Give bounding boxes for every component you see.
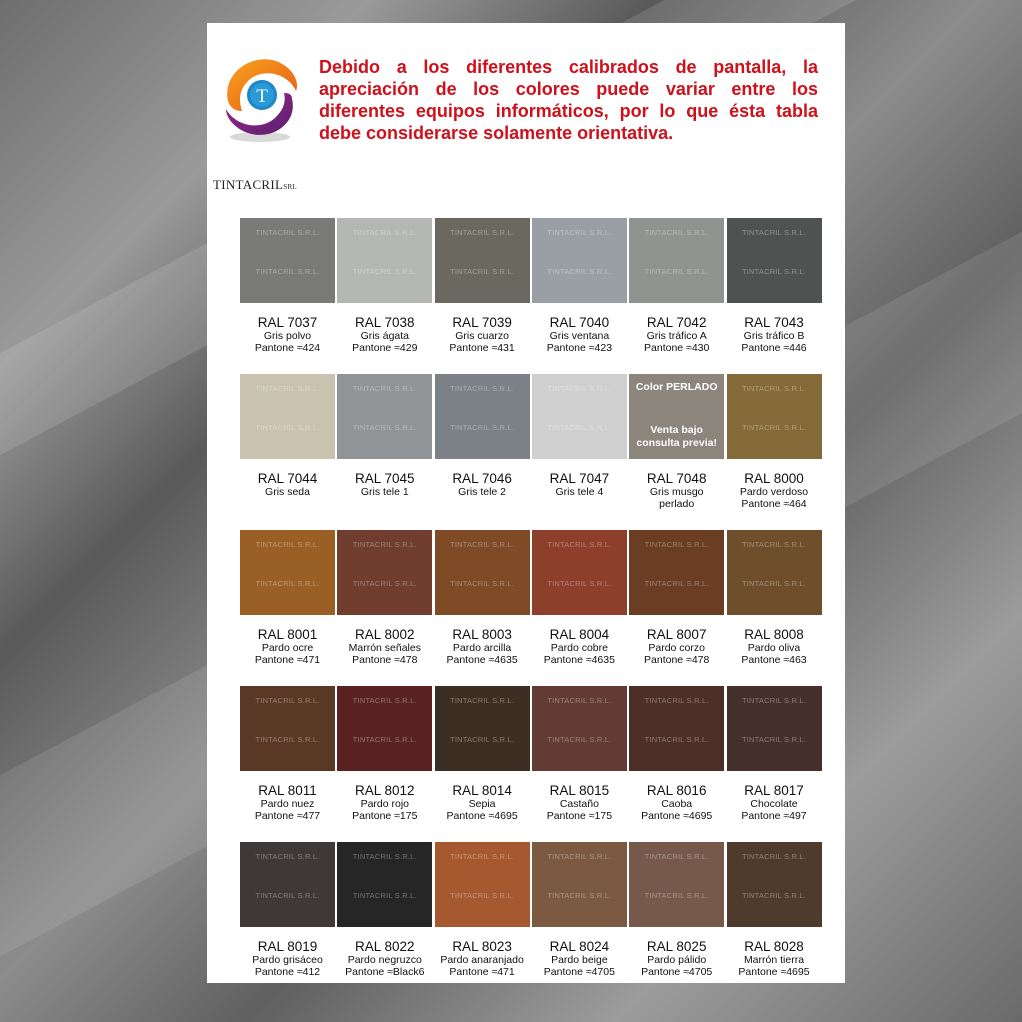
- color-swatch-card: [727, 686, 822, 822]
- watermark-text: TINTACRIL S.R.L.: [450, 579, 515, 588]
- watermark-text: TINTACRIL S.R.L.: [255, 267, 320, 276]
- color-swatch: [727, 218, 822, 303]
- color-name-text: Marrón tierra: [743, 954, 805, 966]
- color-name: [232, 954, 343, 978]
- ral-code: RAL 7045: [355, 471, 415, 486]
- color-swatch: [532, 686, 627, 771]
- color-swatch-card: [727, 374, 822, 510]
- watermark-text: TINTACRIL S.R.L.: [644, 267, 709, 276]
- color-swatch-card: [240, 686, 335, 822]
- color-name-text: Gris cuarzo: [455, 330, 509, 342]
- ral-code: RAL 8022: [355, 939, 415, 954]
- pantone-equivalent: Pantone ≈4635: [543, 654, 615, 666]
- watermark-text: TINTACRIL S.R.L.: [547, 423, 612, 432]
- watermark-text: TINTACRIL S.R.L.: [255, 423, 320, 432]
- color-swatch-card: [240, 842, 335, 978]
- watermark-text: TINTACRIL S.R.L.: [255, 735, 320, 744]
- ral-code: RAL 8011: [258, 783, 317, 798]
- watermark-text: TINTACRIL S.R.L.: [644, 540, 709, 549]
- color-swatch: [727, 686, 822, 771]
- watermark-text: TINTACRIL S.R.L.: [741, 852, 807, 861]
- watermark-text: TINTACRIL S.R.L.: [255, 384, 320, 393]
- watermark-text: TINTACRIL S.R.L.: [255, 228, 320, 237]
- watermark-text: TINTACRIL S.R.L.: [741, 735, 807, 744]
- watermark-text: TINTACRIL S.R.L.: [741, 267, 807, 276]
- watermark-text: TINTACRIL S.R.L.: [547, 384, 612, 393]
- color-swatch: [337, 686, 432, 771]
- color-swatch: [629, 842, 724, 927]
- pantone-equivalent: Pantone ≈464: [741, 498, 807, 510]
- ral-code: RAL 8002: [355, 627, 415, 642]
- watermark-text: TINTACRIL S.R.L.: [547, 540, 612, 549]
- watermark-text: TINTACRIL S.R.L.: [255, 891, 320, 900]
- color-name: [329, 486, 440, 498]
- color-swatch-card: [435, 686, 530, 822]
- pantone-equivalent: Pantone ≈431: [449, 342, 515, 354]
- color-swatch: [337, 218, 432, 303]
- ral-code: RAL 7039: [452, 315, 512, 330]
- color-name: [621, 798, 732, 822]
- pantone-equivalent: Pantone ≈463: [741, 654, 807, 666]
- watermark-text: TINTACRIL S.R.L.: [352, 891, 417, 900]
- watermark-text: TINTACRIL S.R.L.: [352, 579, 417, 588]
- color-swatch-card: [435, 374, 530, 498]
- color-name-text: Pardo ocre: [261, 642, 314, 654]
- color-swatch-card: [629, 530, 724, 666]
- pantone-equivalent: Pantone ≈4635: [446, 654, 518, 666]
- watermark-text: TINTACRIL S.R.L.: [352, 384, 417, 393]
- watermark-text: TINTACRIL S.R.L.: [741, 228, 807, 237]
- color-name-text: Pardo pálido: [647, 954, 707, 966]
- color-name: [232, 486, 343, 498]
- watermark-text: TINTACRIL S.R.L.: [741, 579, 807, 588]
- color-name: [524, 330, 635, 354]
- color-swatch-card: [629, 842, 724, 978]
- watermark-text: TINTACRIL S.R.L.: [644, 735, 709, 744]
- pantone-equivalent: Pantone ≈4695: [446, 810, 518, 822]
- color-swatch: [435, 842, 530, 927]
- color-swatch: [240, 530, 335, 615]
- color-swatch: [727, 530, 822, 615]
- pantone-equivalent: Pantone ≈175: [352, 810, 418, 822]
- watermark-text: TINTACRIL S.R.L.: [450, 384, 515, 393]
- pantone-equivalent: Pantone ≈471: [449, 966, 515, 978]
- color-swatch: [532, 530, 627, 615]
- watermark-text: TINTACRIL S.R.L.: [547, 735, 612, 744]
- color-name: [719, 798, 830, 822]
- watermark-text: TINTACRIL S.R.L.: [255, 852, 320, 861]
- color-name: [719, 330, 830, 354]
- color-name: [329, 642, 440, 666]
- color-name: [232, 642, 343, 666]
- pantone-equivalent: Pantone ≈4695: [641, 810, 713, 822]
- ral-code: RAL 7047: [549, 471, 610, 486]
- watermark-text: TINTACRIL S.R.L.: [644, 891, 709, 900]
- svg-text:T: T: [256, 86, 268, 107]
- color-swatch-card: [435, 218, 530, 354]
- ral-code: RAL 8023: [452, 939, 512, 954]
- color-name-text: Pardo verdoso: [739, 486, 809, 498]
- watermark-text: TINTACRIL S.R.L.: [547, 228, 612, 237]
- color-swatch-card: [532, 686, 627, 822]
- color-swatch-card: [337, 842, 432, 978]
- color-swatch: [337, 374, 432, 459]
- color-swatch-card: [240, 530, 335, 666]
- color-name-text: Pardo oliva: [747, 642, 801, 654]
- watermark-text: TINTACRIL S.R.L.: [352, 540, 417, 549]
- color-swatch-card: [337, 374, 432, 498]
- ral-code: RAL 7040: [549, 315, 610, 330]
- color-swatch: [435, 530, 530, 615]
- pearl-note: Color PERLADO: [635, 381, 718, 393]
- consult-note: Venta bajo consulta previa!: [636, 424, 717, 449]
- watermark-text: TINTACRIL S.R.L.: [450, 891, 515, 900]
- color-name-text: Pardo arcilla: [452, 642, 512, 654]
- color-name-text: Pardo nuez: [260, 798, 315, 810]
- ral-code: RAL 8016: [646, 783, 707, 798]
- color-swatch-card: [629, 686, 724, 822]
- ral-code: RAL 8012: [355, 783, 415, 798]
- watermark-text: TINTACRIL S.R.L.: [352, 735, 417, 744]
- pantone-equivalent: Pantone ≈4695: [738, 966, 810, 978]
- ral-code: RAL 8024: [549, 939, 610, 954]
- pantone-equivalent: Pantone ≈497: [741, 810, 807, 822]
- color-name-text: Pardo cobre: [550, 642, 608, 654]
- ral-code: RAL 7042: [646, 315, 707, 330]
- watermark-text: TINTACRIL S.R.L.: [352, 228, 417, 237]
- ral-code: RAL 8019: [257, 939, 318, 954]
- color-name: [329, 330, 440, 354]
- watermark-text: TINTACRIL S.R.L.: [352, 267, 417, 276]
- color-name-text: Castaño: [559, 798, 599, 810]
- watermark-text: TINTACRIL S.R.L.: [450, 696, 515, 705]
- color-swatch: [532, 842, 627, 927]
- color-swatch-card: [532, 218, 627, 354]
- color-swatch: [727, 842, 822, 927]
- ral-code: RAL 7044: [257, 471, 318, 486]
- color-swatch-card: [727, 842, 822, 978]
- watermark-text: TINTACRIL S.R.L.: [450, 228, 515, 237]
- color-swatch-card: [337, 686, 432, 822]
- pantone-equivalent: Pantone ≈477: [254, 810, 321, 822]
- color-swatch-card: [727, 530, 822, 666]
- ral-code: RAL 8008: [744, 627, 804, 642]
- watermark-text: TINTACRIL S.R.L.: [547, 267, 612, 276]
- watermark-text: TINTACRIL S.R.L.: [547, 891, 612, 900]
- color-name-text: Pardo rojo: [360, 798, 410, 810]
- color-name-text: Gris seda: [265, 486, 310, 498]
- color-name: [427, 954, 538, 978]
- color-swatch: [532, 218, 627, 303]
- ral-code: RAL 8014: [452, 783, 512, 798]
- pantone-equivalent: Pantone ≈478: [352, 654, 418, 666]
- watermark-text: TINTACRIL S.R.L.: [547, 579, 612, 588]
- color-swatch-card: [532, 374, 627, 498]
- color-name: [329, 954, 440, 978]
- watermark-text: TINTACRIL S.R.L.: [547, 696, 612, 705]
- color-swatch: [240, 374, 335, 459]
- watermark-text: TINTACRIL S.R.L.: [450, 540, 515, 549]
- color-name: [621, 330, 732, 354]
- color-name-text: Pardo negruzco: [347, 954, 422, 966]
- color-swatch-card: [629, 218, 724, 354]
- color-name-text: Pardo corzo: [648, 642, 705, 654]
- pantone-equivalent: Pantone ≈4705: [641, 966, 713, 978]
- ral-code: RAL 8028: [744, 939, 804, 954]
- color-swatch-card: [337, 530, 432, 666]
- watermark-text: TINTACRIL S.R.L.: [741, 696, 807, 705]
- color-swatch: [240, 842, 335, 927]
- watermark-text: TINTACRIL S.R.L.: [255, 540, 320, 549]
- color-swatch-card: [435, 530, 530, 666]
- color-name-text: Sepia: [468, 798, 496, 810]
- color-swatch-card: [435, 842, 530, 978]
- color-name-text: Pardo anaranjado: [440, 954, 524, 966]
- watermark-text: TINTACRIL S.R.L.: [741, 891, 807, 900]
- watermark-text: TINTACRIL S.R.L.: [352, 852, 417, 861]
- brand-name: TINTACRILSRL: [213, 177, 298, 192]
- color-name: [427, 642, 538, 666]
- watermark-text: TINTACRIL S.R.L.: [547, 852, 612, 861]
- watermark-text: TINTACRIL S.R.L.: [644, 852, 709, 861]
- ral-code: RAL 7046: [452, 471, 512, 486]
- pantone-equivalent: Pantone ≈423: [546, 342, 613, 354]
- color-swatch: [337, 842, 432, 927]
- color-name-text: Chocolate: [750, 798, 798, 810]
- color-name: [621, 642, 732, 666]
- color-chart-sheet: [207, 23, 845, 983]
- color-swatch: [435, 374, 530, 459]
- brand-logo: [213, 53, 309, 191]
- color-swatch-card: [727, 218, 822, 354]
- watermark-text: TINTACRIL S.R.L.: [450, 852, 515, 861]
- color-name: [719, 642, 830, 666]
- ral-code: RAL 7037: [257, 315, 318, 330]
- color-name-text: Gris musgo perlado: [649, 486, 704, 510]
- color-swatch: [629, 686, 724, 771]
- watermark-text: TINTACRIL S.R.L.: [352, 423, 417, 432]
- watermark-text: TINTACRIL S.R.L.: [741, 384, 807, 393]
- pantone-equivalent: Pantone ≈175: [546, 810, 613, 822]
- ral-code: RAL 7048: [646, 471, 707, 486]
- color-name-text: Gris tráfico A: [646, 330, 707, 342]
- color-name-text: Gris ventana: [549, 330, 610, 342]
- color-name: [524, 642, 635, 666]
- color-name: [427, 486, 538, 498]
- color-name-text: Marrón señales: [348, 642, 421, 654]
- color-name: [719, 954, 830, 978]
- color-name: [427, 330, 538, 354]
- watermark-text: TINTACRIL S.R.L.: [255, 579, 320, 588]
- color-swatch-card: [532, 530, 627, 666]
- color-name: [427, 798, 538, 822]
- color-name-text: Gris tele 4: [555, 486, 604, 498]
- color-swatch-card: [532, 842, 627, 978]
- color-swatch: [435, 218, 530, 303]
- ral-code: RAL 8015: [549, 783, 610, 798]
- calibration-notice: Debido a los diferentes calibrados de pantalla, la apreciación de los colores puede variar entre los diferentes equipos informáticos, por lo que ésta tabla debe considerarse solamente orientativa.: [319, 57, 818, 143]
- pantone-equivalent: Pantone ≈446: [741, 342, 807, 354]
- color-name-text: Gris polvo: [263, 330, 312, 342]
- watermark-text: TINTACRIL S.R.L.: [644, 696, 709, 705]
- color-swatch-card: [240, 374, 335, 498]
- ral-code: RAL 8017: [744, 783, 804, 798]
- watermark-text: TINTACRIL S.R.L.: [450, 267, 515, 276]
- color-swatch: [629, 218, 724, 303]
- color-name: [524, 798, 635, 822]
- color-swatch: [337, 530, 432, 615]
- color-name-text: Gris tráfico B: [743, 330, 805, 342]
- color-name-text: Gris tele 2: [458, 486, 507, 498]
- ral-code: RAL 8004: [549, 627, 610, 642]
- color-name: [524, 486, 635, 498]
- color-swatch: [629, 374, 724, 459]
- color-name: [719, 486, 830, 510]
- ral-code: RAL 8001: [257, 627, 318, 642]
- color-name-text: Caoba: [661, 798, 693, 810]
- tintacril-logo-icon: [218, 53, 302, 145]
- watermark-text: TINTACRIL S.R.L.: [352, 696, 417, 705]
- color-swatch: [240, 686, 335, 771]
- watermark-text: TINTACRIL S.R.L.: [741, 423, 807, 432]
- watermark-text: TINTACRIL S.R.L.: [255, 696, 320, 705]
- color-name: [621, 954, 732, 978]
- watermark-text: TINTACRIL S.R.L.: [741, 540, 807, 549]
- color-name-text: Gris tele 1: [360, 486, 409, 498]
- pantone-equivalent: Pantone ≈412: [254, 966, 321, 978]
- color-swatch: [532, 374, 627, 459]
- color-swatch: [629, 530, 724, 615]
- watermark-text: TINTACRIL S.R.L.: [450, 423, 515, 432]
- color-name-text: Gris ágata: [360, 330, 410, 342]
- watermark-text: TINTACRIL S.R.L.: [450, 735, 515, 744]
- color-swatch-card: [337, 218, 432, 354]
- color-name: [232, 798, 343, 822]
- color-name: [621, 486, 732, 510]
- color-name-text: Pardo grisáceo: [252, 954, 323, 966]
- pantone-equivalent: Pantone ≈478: [644, 654, 710, 666]
- ral-code: RAL 8025: [646, 939, 707, 954]
- ral-code: RAL 7038: [355, 315, 415, 330]
- color-swatch-card: [240, 218, 335, 354]
- color-name: [232, 330, 343, 354]
- color-swatch: [727, 374, 822, 459]
- pantone-equivalent: Pantone ≈424: [254, 342, 321, 354]
- pantone-equivalent: Pantone ≈Black6: [345, 966, 425, 978]
- pantone-equivalent: Pantone ≈430: [644, 342, 710, 354]
- color-swatch: [435, 686, 530, 771]
- ral-code: RAL 8003: [452, 627, 512, 642]
- color-name: [524, 954, 635, 978]
- watermark-text: TINTACRIL S.R.L.: [644, 579, 709, 588]
- pantone-equivalent: Pantone ≈4705: [543, 966, 615, 978]
- color-swatch: [240, 218, 335, 303]
- color-swatch-card: [629, 374, 724, 510]
- color-name-text: Pardo beige: [551, 954, 608, 966]
- ral-code: RAL 7043: [744, 315, 804, 330]
- pantone-equivalent: Pantone ≈471: [254, 654, 321, 666]
- ral-code: RAL 8007: [646, 627, 707, 642]
- watermark-text: TINTACRIL S.R.L.: [644, 228, 709, 237]
- color-name: [329, 798, 440, 822]
- ral-code: RAL 8000: [744, 471, 804, 486]
- pantone-equivalent: Pantone ≈429: [352, 342, 418, 354]
